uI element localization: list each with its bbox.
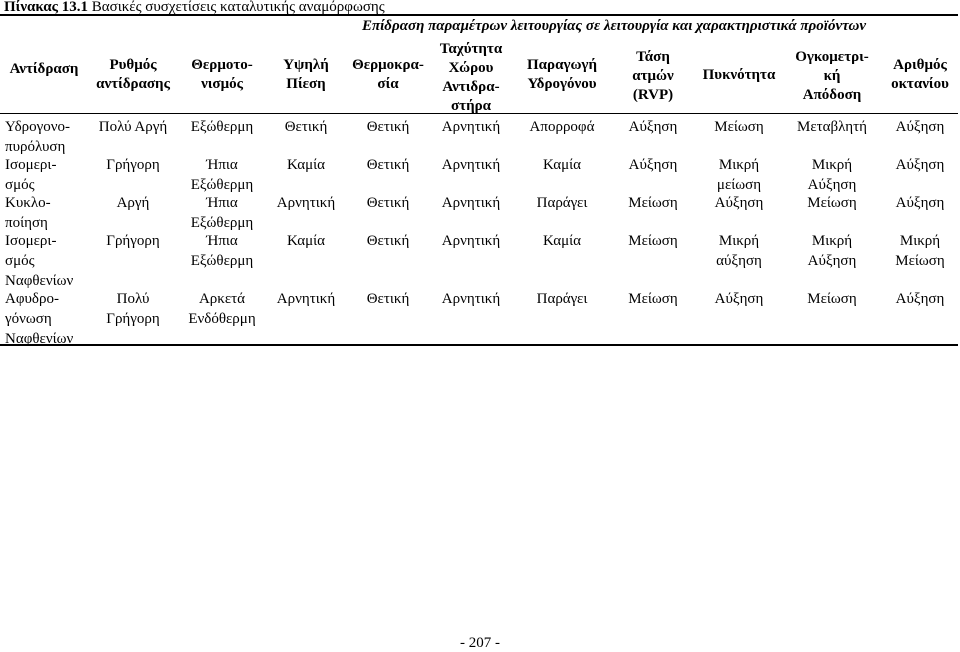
table-cell	[178, 155, 266, 195]
table-cell	[430, 231, 512, 251]
cell-line: Μείωση	[807, 195, 857, 211]
cell-line: μείωση	[716, 177, 762, 193]
row-label	[5, 193, 88, 233]
cell-line: πυρόλυση	[5, 139, 66, 155]
table-cell	[266, 289, 346, 309]
column-header-line: Υδρογόνου	[527, 76, 597, 92]
table-cell	[178, 289, 266, 329]
column-header-line: αντίδρασης	[96, 76, 170, 92]
table-cell	[694, 289, 784, 309]
cell-line: Αύξηση	[895, 195, 945, 211]
table-caption	[4, 0, 385, 15]
cell-line: Αύξηση	[895, 157, 945, 173]
table-cell	[88, 193, 178, 213]
cell-line: Καμία	[286, 233, 326, 249]
table-cell	[266, 117, 346, 137]
cell-line: Αύξηση	[714, 195, 764, 211]
cell-line: Αύξηση	[807, 253, 857, 269]
cell-line: Πολύ Αργή	[98, 119, 168, 135]
table-cell	[512, 117, 612, 137]
caption-text: Βασικές συσχετίσεις καταλυτικής αναμόρφωσης	[88, 0, 385, 15]
column-header-line: Παραγωγή	[527, 57, 597, 73]
column-header	[880, 56, 960, 94]
column-header-line: ατμών	[632, 68, 674, 84]
cell-line: Κυκλο-	[5, 195, 51, 211]
cell-line: Θετική	[366, 233, 410, 249]
table-cell	[266, 193, 346, 213]
table-top-rule	[0, 14, 958, 16]
table-cell	[880, 289, 960, 309]
table-cell	[178, 231, 266, 271]
cell-line: Αύξηση	[807, 177, 857, 193]
column-header	[346, 56, 430, 94]
table-cell	[266, 231, 346, 251]
column-header-line: Πίεση	[286, 76, 326, 92]
column-header	[512, 56, 612, 94]
cell-line: Γρήγορη	[106, 311, 160, 327]
table-cell	[88, 117, 178, 137]
column-header-line: Θερμοκρα-	[352, 57, 424, 73]
column-header	[694, 66, 784, 85]
cell-line: Μικρή	[718, 233, 760, 249]
table-cell	[612, 193, 694, 213]
cell-line: Καμία	[542, 233, 582, 249]
cell-line: Ήπια	[206, 195, 238, 211]
table-cell	[784, 117, 880, 137]
cell-line: Παράγει	[536, 195, 588, 211]
cell-line: Αρνητική	[441, 291, 501, 307]
table-cell	[430, 193, 512, 213]
table-cell	[346, 155, 430, 175]
table-cell	[784, 155, 880, 195]
column-header-line: στήρα	[451, 98, 491, 114]
cell-line: Καμία	[286, 157, 326, 173]
cell-line: Υδρογονο-	[5, 119, 71, 135]
column-header-line: κή	[823, 68, 841, 84]
cell-line: Αρκετά	[198, 291, 246, 307]
cell-line: Μικρή	[718, 157, 760, 173]
page-number: - 207 -	[460, 635, 500, 651]
column-header-line: (RVP)	[632, 87, 674, 103]
cell-line: Εξώθερμη	[190, 215, 254, 231]
cell-line: Θετική	[366, 291, 410, 307]
column-header	[0, 60, 88, 79]
table-cell	[430, 117, 512, 137]
cell-line: Εξώθερμη	[190, 177, 254, 193]
cell-line: Αύξηση	[628, 157, 678, 173]
table-cell	[88, 155, 178, 175]
column-header-line: Αντιδρα-	[442, 79, 500, 95]
caption-label: Πίνακας 13.1	[4, 0, 88, 15]
column-header-line: Υψηλή	[283, 57, 329, 73]
header-rule	[0, 113, 958, 114]
column-header-line: οκτανίου	[891, 76, 949, 92]
cell-line: Καμία	[542, 157, 582, 173]
cell-line: Πολύ	[116, 291, 150, 307]
column-header-line: Ρυθμός	[109, 57, 157, 73]
cell-line: σμός	[5, 177, 35, 193]
cell-line: Μείωση	[714, 119, 764, 135]
cell-line: Θετική	[366, 195, 410, 211]
table-cell	[612, 117, 694, 137]
table-cell	[784, 231, 880, 271]
column-header	[784, 48, 880, 105]
table-cell	[430, 155, 512, 175]
cell-line: Γρήγορη	[106, 157, 160, 173]
cell-line: Θετική	[284, 119, 328, 135]
cell-line: Μείωση	[807, 291, 857, 307]
table-cell	[178, 193, 266, 233]
cell-line: Μείωση	[895, 253, 945, 269]
column-header-line: Χώρου	[448, 60, 494, 76]
cell-line: Αύξηση	[895, 291, 945, 307]
table-cell	[512, 193, 612, 213]
table-cell	[430, 289, 512, 309]
cell-line: Αρνητική	[441, 119, 501, 135]
table-bottom-rule	[0, 344, 958, 346]
table-cell	[266, 155, 346, 175]
table-cell	[346, 117, 430, 137]
table-cell	[784, 193, 880, 213]
table-cell	[612, 289, 694, 309]
table-cell	[694, 231, 784, 271]
cell-line: Αρνητική	[441, 157, 501, 173]
cell-line: Αύξηση	[714, 291, 764, 307]
cell-line: Αφυδρο-	[5, 291, 59, 307]
cell-line: Μικρή	[811, 233, 853, 249]
cell-line: Θετική	[366, 157, 410, 173]
cell-line: Μικρή	[899, 233, 941, 249]
table-cell	[346, 289, 430, 309]
column-header-line: σία	[377, 76, 399, 92]
cell-line: Ήπια	[206, 157, 238, 173]
column-header-line: νισμός	[201, 76, 243, 92]
cell-line: σμός	[5, 253, 35, 269]
cell-line: Αρνητική	[441, 195, 501, 211]
column-header-line: Αντίδραση	[9, 61, 79, 77]
cell-line: Παράγει	[536, 291, 588, 307]
table-cell	[512, 155, 612, 175]
cell-line: Γρήγορη	[106, 233, 160, 249]
table-cell	[880, 155, 960, 175]
cell-line: Αργή	[116, 195, 150, 211]
table-cell	[694, 117, 784, 137]
cell-line: Ισομερι-	[5, 157, 57, 173]
table-cell	[88, 289, 178, 329]
table-cell	[612, 155, 694, 175]
cell-line: Αύξηση	[628, 119, 678, 135]
group-header: Επίδραση παραμέτρων λειτουργίας σε λειτουργία και χαρακτηριστικά προϊόντων	[361, 18, 867, 34]
column-header-line: Ταχύτητα	[439, 41, 503, 57]
cell-line: Μεταβλητή	[796, 119, 867, 135]
column-header-line: Τάση	[636, 49, 670, 65]
cell-line: Αρνητική	[276, 291, 336, 307]
cell-line: ποίηση	[5, 215, 48, 231]
cell-line: Μικρή	[811, 157, 853, 173]
column-header	[266, 56, 346, 94]
column-header	[178, 56, 266, 94]
row-label	[5, 155, 88, 195]
table-cell	[694, 193, 784, 213]
cell-line: Ενδόθερμη	[188, 311, 256, 327]
column-header-line: Ογκομετρι-	[795, 49, 869, 65]
cell-line: αύξηση	[716, 253, 762, 269]
cell-line: Ναφθενίων	[5, 331, 74, 347]
row-label	[5, 117, 88, 157]
row-label	[5, 231, 88, 291]
table-cell	[880, 231, 960, 271]
cell-line: Εξώθερμη	[190, 119, 254, 135]
row-label	[5, 289, 88, 349]
cell-line: Ήπια	[206, 233, 238, 249]
column-header-line: Θερμοτο-	[191, 57, 253, 73]
column-header	[430, 40, 512, 116]
table-cell	[346, 193, 430, 213]
cell-line: γόνωση	[5, 311, 52, 327]
table-cell	[784, 289, 880, 309]
cell-line: Εξώθερμη	[190, 253, 254, 269]
cell-line: Αρνητική	[441, 233, 501, 249]
table-cell	[346, 231, 430, 251]
cell-line: Μείωση	[628, 195, 678, 211]
table-cell	[694, 155, 784, 195]
column-header-line: Απόδοση	[802, 87, 862, 103]
column-header-line: Πυκνότητα	[702, 67, 776, 83]
table-cell	[512, 231, 612, 251]
cell-line: Ναφθενίων	[5, 273, 74, 289]
cell-line: Απορροφά	[529, 119, 595, 135]
column-header	[612, 48, 694, 105]
column-header	[88, 56, 178, 94]
cell-line: Αρνητική	[276, 195, 336, 211]
table-cell	[880, 193, 960, 213]
table-cell	[178, 117, 266, 137]
column-header-line: Αριθμός	[893, 57, 947, 73]
cell-line: Θετική	[366, 119, 410, 135]
table-cell	[880, 117, 960, 137]
cell-line: Μείωση	[628, 233, 678, 249]
cell-line: Μείωση	[628, 291, 678, 307]
table-cell	[512, 289, 612, 309]
table-cell	[88, 231, 178, 251]
table-cell	[612, 231, 694, 251]
cell-line: Αύξηση	[895, 119, 945, 135]
cell-line: Ισομερι-	[5, 233, 57, 249]
